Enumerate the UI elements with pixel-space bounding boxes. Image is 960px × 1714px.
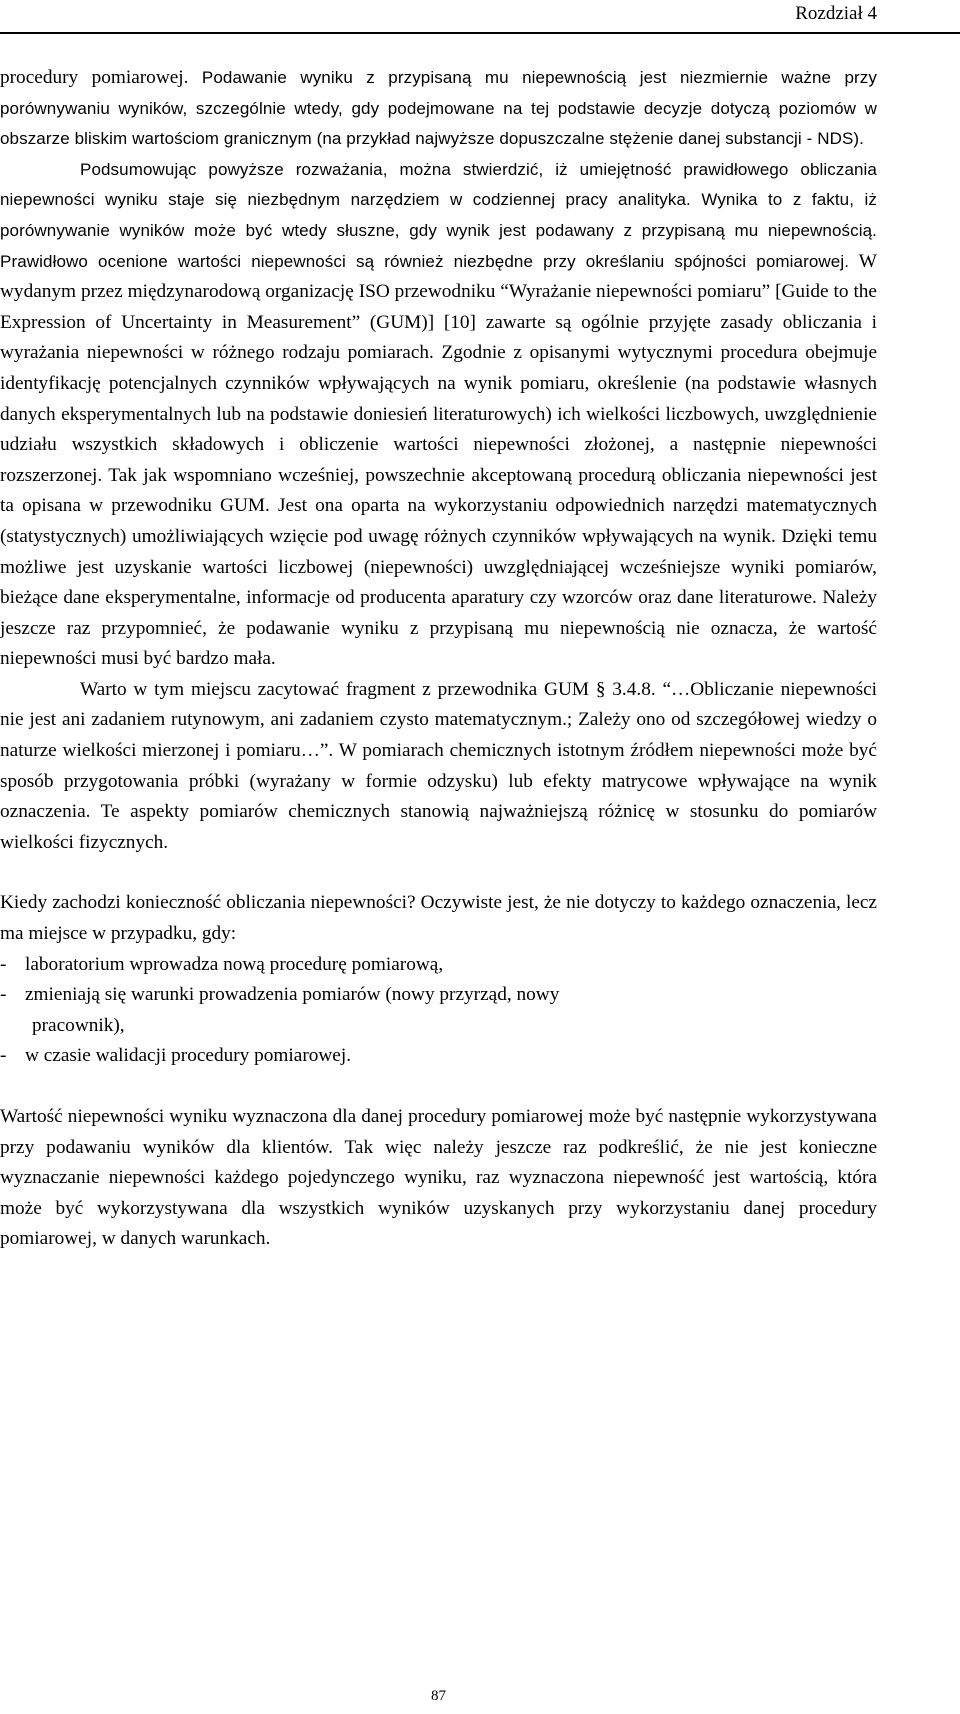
page-header <box>0 0 960 36</box>
list-dash: - <box>0 1045 7 1067</box>
spacer <box>0 858 877 888</box>
paragraph-2 <box>0 155 877 675</box>
condition-list <box>0 950 877 1072</box>
header-rule <box>0 32 960 34</box>
list-item <box>0 1041 877 1072</box>
paragraph-2-serif: W wydanym przez międzynarodową organizację ISO przewodniku “Wyrażanie niepewności pomiaru” [Guide to the Expression of Uncertainty in Measurement” (GUM)] [10] zawarte są ogólnie przyjęte zasady obliczania i wyrażania niepewności w różnego rodzaju pomiarach. Zgodnie z opisanymi wytycznymi procedura obejmuje identyfikację potencjalnych czynników wpływających na wynik pomiaru, określenie (na podstawie własnych danych eksperymentalnych lub na podstawie doniesień literaturowych) ich wielkości liczbowych, uwzględnienie udziału wszystkich składowych i obliczenie wartości niepewności złożonej, a następnie niepewności rozszerzonej. Tak jak wspomniano wcześniej, powszechnie akceptowaną procedurą obliczania niepewności jest ta opisana w przewodniku GUM. Jest ona oparta na wykorzystaniu odpowiednich narzędzi matematycznych (statystycznych) umożliwiających wzięcie pod uwagę różnych czynników wpływających na wynik. Dzięki temu możliwe jest uzyskanie wartości liczbowej (niepewności) uwzględniającej wcześniejsze wyniki pomiarów, bieżące dane eksperymentalne, informacje od producenta aparatury czy wzorców oraz dane literaturowe. Należy jeszcze raz przypomnieć, że podawanie wyniku z przypisaną mu niepewnością nie oznacza, że wartość niepewności musi być bardzo mała. <box>0 250 877 670</box>
paragraph-1-lead: procedury pomiarowej. <box>0 67 202 88</box>
paragraph-2-sans: Podsumowując powyższe rozważania, można stwierdzić, iż umiejętność prawidłowego obliczania niepewności wyniku staje się niezbędnym narzędziem w codziennej pracy analityka. Wynika to z faktu, iż porównywanie wyników może być wtedy słuszne, gdy wynik jest podawany z przypisaną mu niepewnością. Prawidłowo ocenione wartości niepewności są również niezbędne przy określaniu spójności pomiarowej. <box>0 159 877 271</box>
paragraph-4: Kiedy zachodzi konieczność obliczania niepewności? Oczywiste jest, że nie dotyczy to każdego oznaczenia, lecz ma miejsce w przypadku, gdy: <box>0 892 877 945</box>
document-body <box>0 63 877 1255</box>
list-dash: - <box>0 953 7 975</box>
paragraph-5: Wartość niepewności wyniku wyznaczona dla danej procedury pomiarowej może być następnie wykorzystywana przy podawaniu wyników dla klientów. Tak więc należy jeszcze raz podkreślić, że nie jest konieczne wyznaczanie niepewności każdego pojedynczego wyniku, raz wyznaczona niepewność jest wartością, która może być wykorzystywana dla wszystkich wyników uzyskanych przy wykorzystaniu danej procedury pomiarowej, w danych warunkach. <box>0 1106 877 1250</box>
list-item <box>0 980 877 1041</box>
page-number: 87 <box>431 1688 446 1704</box>
list-dash: - <box>0 984 7 1006</box>
list-item-text: laboratorium wprowadza nową procedurę pomiarową, <box>25 953 444 975</box>
list-item-continuation: pracownik), <box>32 1014 125 1036</box>
paragraph-1 <box>0 63 877 155</box>
list-item-text: w czasie walidacji procedury pomiarowej. <box>25 1045 352 1067</box>
spacer <box>0 1072 877 1102</box>
list-item-text: zmieniają się warunki prowadzenia pomiarów (nowy przyrząd, nowy <box>25 984 560 1006</box>
list-item <box>0 950 877 981</box>
paragraph-3: Warto w tym miejscu zacytować fragment z przewodnika GUM § 3.4.8. “…Obliczanie niepewności nie jest ani zadaniem rutynowym, ani zadaniem czysto matematycznym.; Zależy ono od szczegółowej wiedzy o naturze wielkości mierzonej i pomiaru…”. W pomiarach chemicznych istotnym źródłem niepewności może być sposób przygotowania próbki (wyrażany w formie odzysku) lub efekty matrycowe wpływające na wynik oznaczenia. Te aspekty pomiarów chemicznych stanowią najważniejszą różnicę w stosunku do pomiarów wielkości fizycznych. <box>0 678 877 853</box>
chapter-title: Rozdział 4 <box>795 3 877 24</box>
paragraph-1-sans: Podawanie wyniku z przypisaną mu niepewnością jest niezmiernie ważne przy porównywaniu wyników, szczególnie wtedy, gdy podejmowane na tej podstawie decyzje dotyczą poziomów w obszarze bliskim wartościom granicznym (na przykład najwyższe dopuszczalne stężenie danej substancji - NDS). <box>0 68 877 149</box>
